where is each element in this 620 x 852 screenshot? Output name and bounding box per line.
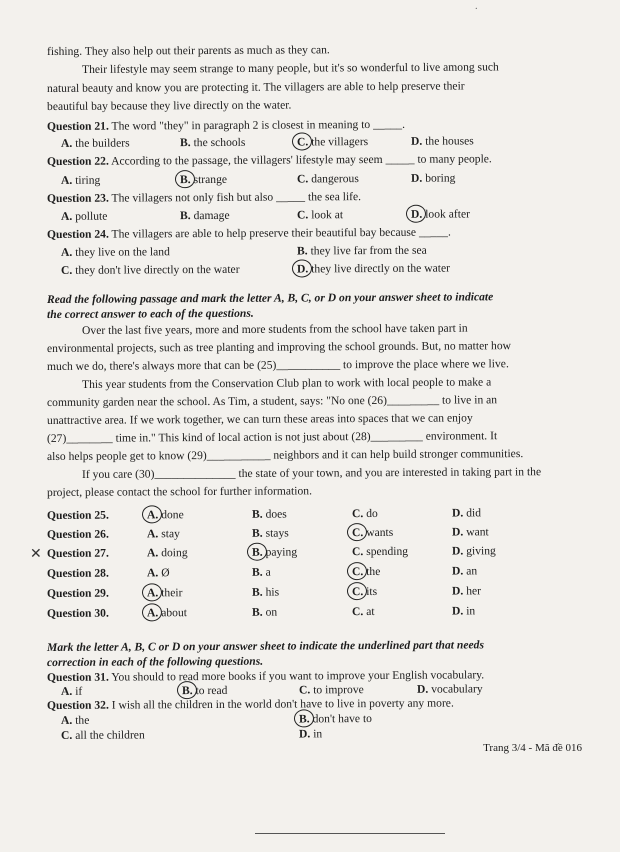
passage-line: also helps people get to know (29)___________ neighbors and it can help build stronger communities. xyxy=(46,447,524,463)
answer-circle xyxy=(347,562,367,580)
passage-line: project, please contact the school for further information. xyxy=(46,484,312,499)
answer-circle xyxy=(142,505,162,523)
section-instruction: Read the following passage and mark the letter A, B, C, or D on your answer sheet to indicate xyxy=(46,290,494,306)
page-footer: Trang 3/4 - Mã đề 016 xyxy=(483,742,582,754)
answer-circle xyxy=(406,205,426,223)
options-24-cd: C. they don't live directly on the water D. they live directly on the water xyxy=(47,260,577,278)
answer-circle xyxy=(292,259,312,277)
passage-line: much we do, there's always more that can be (25)___________ to improve the place where we live. xyxy=(46,357,509,373)
passage-line: fishing. They also help out their parents as much as they can. xyxy=(46,43,330,58)
passage-line: community garden near the school. As Tim, a student, says: "No one (26)_________ to live in an xyxy=(46,393,498,409)
cloze-row-28: Question 28. A. Ø B. a C. the D. an xyxy=(47,563,577,581)
passage-line: natural beauty and know you are protecting it. The villagers are able to help preserve their xyxy=(46,79,465,95)
passage-line: This year students from the Conservation Club plan to work with local people to make a xyxy=(81,375,492,391)
cross-mark: ✕ xyxy=(30,547,42,562)
section-instruction: correction in each of the following questions. xyxy=(46,654,264,669)
cloze-row-29: Question 29. A. their B. his C. its D. her xyxy=(47,583,577,601)
section-instruction: the correct answer to each of the questions. xyxy=(46,306,254,321)
question-21: Question 21. The word "they" in paragraph 2 is closest in meaning to _____. xyxy=(46,117,406,133)
bottom-rule xyxy=(255,833,445,834)
answer-circle xyxy=(347,582,367,600)
options-23: A. pollute B. damage C. look at D. look after xyxy=(47,206,577,224)
answer-circle xyxy=(175,170,195,188)
passage-line: Their lifestyle may seem strange to many people, but it's so wonderful to live among such xyxy=(81,60,499,76)
question-23: Question 23. The villagers not only fish but also _____ the sea life. xyxy=(46,190,362,205)
options-24-ab: A. they live on the land B. they live far from the sea xyxy=(60,243,427,259)
cloze-row-27: Question 27. A. doing B. paying C. spending D. giving xyxy=(46,544,496,560)
passage-line: Over the last five years, more and more students from the school have taken part in xyxy=(81,321,468,337)
passage-line: beautiful bay because they live directly on the water. xyxy=(46,98,292,113)
passage-line: environmental projects, such as tree planting and improving the school grounds. But, no matter how xyxy=(46,339,512,355)
answer-circle xyxy=(247,543,267,561)
question-31: Question 31. You should to read more books if you want to improve your English vocabulary. xyxy=(46,668,485,684)
question-22: Question 22. According to the passage, the villagers' lifestyle may seem _____ to many people. xyxy=(46,152,492,168)
answer-circle xyxy=(142,583,162,601)
options-31: A. if B. to read C. to improve D. vocabulary xyxy=(60,682,483,698)
answer-circle xyxy=(347,523,367,541)
options-22: A. tiring B. strange C. dangerous D. boring xyxy=(60,171,456,187)
question-24: Question 24. The villagers are able to help preserve their beautiful bay because _____. xyxy=(46,225,451,241)
passage-line: (27)________ time in." This kind of local action is not just about (28)_________ environment. It xyxy=(46,429,498,445)
options-21: A. the builders B. the schools C. the villagers D. the houses xyxy=(47,133,577,151)
options-32-cd: C. all the children D. in xyxy=(60,727,323,742)
section-instruction: Mark the letter A, B, C or D on your answer sheet to indicate the underlined part that needs xyxy=(46,638,485,654)
answer-circle xyxy=(292,132,312,150)
cloze-row-30: Question 30. A. about B. on C. at D. in xyxy=(46,604,476,620)
cloze-row-25: Question 25. A. done B. does C. do D. did xyxy=(46,506,482,522)
options-32-ab: A. the B. don't have to xyxy=(47,710,577,728)
question-32: Question 32. I wish all the children in the world don't have to live in poverty any more. xyxy=(46,696,454,712)
answer-circle xyxy=(142,603,162,621)
scan-speck: · xyxy=(474,4,478,15)
passage-line: unattractive area. If we work together, we can turn these areas into spaces that we can enjoy xyxy=(46,411,473,427)
cloze-row-26: Question 26. A. stay B. stays C. wants D. want xyxy=(47,524,577,542)
passage-line: If you care (30)______________ the state of your town, and you are interested in taking part in the xyxy=(81,465,542,481)
answer-circle xyxy=(294,709,314,727)
